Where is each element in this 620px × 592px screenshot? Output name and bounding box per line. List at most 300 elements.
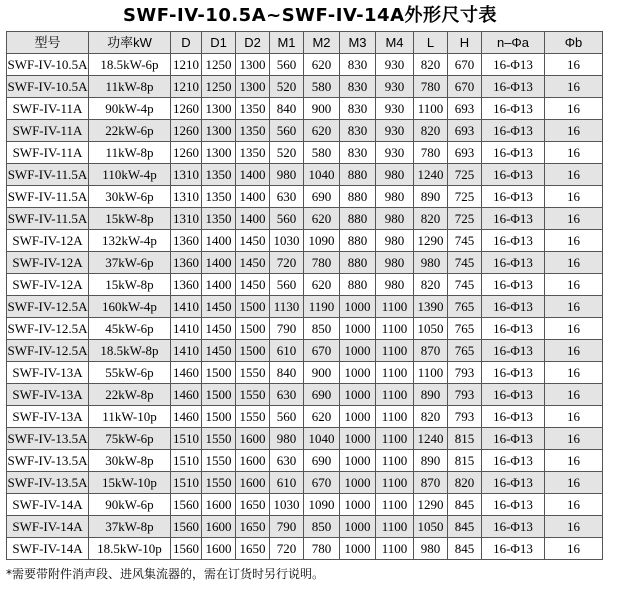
- cell-d2: 1600: [236, 428, 270, 450]
- cell-d2: 1450: [236, 274, 270, 296]
- cell-holes: 16-Φ13: [482, 406, 545, 428]
- cell-l: 890: [414, 450, 448, 472]
- cell-d2: 1300: [236, 76, 270, 98]
- cell-model: SWF-IV-14A: [7, 494, 89, 516]
- cell-d: 1510: [171, 428, 202, 450]
- cell-m1: 560: [270, 274, 304, 296]
- cell-m3: 880: [340, 252, 376, 274]
- cell-l: 980: [414, 538, 448, 560]
- cell-d: 1310: [171, 208, 202, 230]
- cell-l: 1240: [414, 428, 448, 450]
- cell-d: 1260: [171, 98, 202, 120]
- cell-holes: 16-Φ13: [482, 538, 545, 560]
- cell-model: SWF-IV-11A: [7, 142, 89, 164]
- cell-phib: 16: [545, 186, 603, 208]
- cell-power: 160kW-4p: [89, 296, 171, 318]
- cell-phib: 16: [545, 252, 603, 274]
- cell-m4: 930: [376, 120, 414, 142]
- cell-l: 820: [414, 54, 448, 76]
- header-h: H: [448, 32, 482, 54]
- cell-holes: 16-Φ13: [482, 384, 545, 406]
- cell-model: SWF-IV-11.5A: [7, 208, 89, 230]
- cell-d2: 1350: [236, 142, 270, 164]
- table-row: [7, 186, 603, 208]
- cell-m2: 620: [304, 54, 340, 76]
- cell-m4: 930: [376, 142, 414, 164]
- cell-m1: 520: [270, 76, 304, 98]
- cell-l: 1100: [414, 362, 448, 384]
- cell-h: 815: [448, 428, 482, 450]
- cell-phib: 16: [545, 274, 603, 296]
- cell-d2: 1350: [236, 120, 270, 142]
- table-row: [7, 472, 603, 494]
- header-row: [7, 32, 603, 54]
- cell-m4: 980: [376, 186, 414, 208]
- cell-d1: 1250: [202, 76, 236, 98]
- cell-m3: 1000: [340, 538, 376, 560]
- header-model: 型号: [7, 32, 89, 54]
- cell-d1: 1550: [202, 428, 236, 450]
- cell-d2: 1550: [236, 362, 270, 384]
- cell-d: 1260: [171, 120, 202, 142]
- cell-h: 670: [448, 76, 482, 98]
- cell-m4: 1100: [376, 516, 414, 538]
- cell-m1: 610: [270, 472, 304, 494]
- cell-m2: 620: [304, 406, 340, 428]
- cell-phib: 16: [545, 76, 603, 98]
- cell-m1: 1030: [270, 494, 304, 516]
- cell-h: 845: [448, 516, 482, 538]
- cell-power: 30kW-6p: [89, 186, 171, 208]
- cell-d1: 1400: [202, 274, 236, 296]
- cell-m2: 1090: [304, 230, 340, 252]
- cell-m4: 1100: [376, 406, 414, 428]
- cell-phib: 16: [545, 208, 603, 230]
- cell-m3: 830: [340, 54, 376, 76]
- cell-m3: 1000: [340, 340, 376, 362]
- cell-d: 1410: [171, 318, 202, 340]
- cell-power: 11kW-10p: [89, 406, 171, 428]
- cell-phib: 16: [545, 230, 603, 252]
- cell-holes: 16-Φ13: [482, 274, 545, 296]
- cell-m4: 980: [376, 230, 414, 252]
- cell-m1: 720: [270, 538, 304, 560]
- cell-d: 1360: [171, 252, 202, 274]
- cell-model: SWF-IV-12.5A: [7, 296, 89, 318]
- cell-phib: 16: [545, 406, 603, 428]
- cell-phib: 16: [545, 318, 603, 340]
- cell-m2: 850: [304, 318, 340, 340]
- table-row: [7, 142, 603, 164]
- cell-h: 725: [448, 186, 482, 208]
- cell-d2: 1500: [236, 318, 270, 340]
- cell-l: 1100: [414, 98, 448, 120]
- cell-h: 765: [448, 296, 482, 318]
- cell-holes: 16-Φ13: [482, 296, 545, 318]
- dimension-table: [6, 31, 603, 560]
- cell-d: 1210: [171, 76, 202, 98]
- cell-m4: 1100: [376, 450, 414, 472]
- cell-d1: 1500: [202, 406, 236, 428]
- cell-holes: 16-Φ13: [482, 318, 545, 340]
- cell-power: 55kW-6p: [89, 362, 171, 384]
- cell-power: 15kW-10p: [89, 472, 171, 494]
- cell-d1: 1300: [202, 120, 236, 142]
- cell-l: 820: [414, 120, 448, 142]
- cell-d: 1210: [171, 54, 202, 76]
- cell-m2: 1040: [304, 428, 340, 450]
- cell-m2: 690: [304, 186, 340, 208]
- header-phib: Φb: [545, 32, 603, 54]
- cell-l: 820: [414, 274, 448, 296]
- cell-d: 1560: [171, 494, 202, 516]
- cell-power: 22kW-6p: [89, 120, 171, 142]
- cell-holes: 16-Φ13: [482, 98, 545, 120]
- cell-d2: 1550: [236, 406, 270, 428]
- cell-d: 1560: [171, 538, 202, 560]
- header-m3: M3: [340, 32, 376, 54]
- cell-model: SWF-IV-14A: [7, 538, 89, 560]
- cell-phib: 16: [545, 120, 603, 142]
- cell-d2: 1500: [236, 340, 270, 362]
- cell-d2: 1600: [236, 450, 270, 472]
- cell-d: 1460: [171, 406, 202, 428]
- cell-d1: 1550: [202, 450, 236, 472]
- cell-m1: 720: [270, 252, 304, 274]
- cell-d: 1360: [171, 230, 202, 252]
- cell-power: 75kW-6p: [89, 428, 171, 450]
- cell-m4: 1100: [376, 538, 414, 560]
- cell-m2: 670: [304, 340, 340, 362]
- cell-h: 725: [448, 164, 482, 186]
- cell-l: 1290: [414, 494, 448, 516]
- cell-m3: 830: [340, 76, 376, 98]
- cell-power: 11kW-8p: [89, 76, 171, 98]
- table-row: [7, 164, 603, 186]
- cell-power: 37kW-6p: [89, 252, 171, 274]
- header-m1: M1: [270, 32, 304, 54]
- cell-m1: 610: [270, 340, 304, 362]
- cell-h: 765: [448, 318, 482, 340]
- cell-phib: 16: [545, 164, 603, 186]
- cell-power: 132kW-4p: [89, 230, 171, 252]
- cell-l: 1390: [414, 296, 448, 318]
- cell-m2: 580: [304, 142, 340, 164]
- cell-d1: 1500: [202, 384, 236, 406]
- cell-d1: 1450: [202, 318, 236, 340]
- cell-m1: 560: [270, 406, 304, 428]
- cell-power: 11kW-8p: [89, 142, 171, 164]
- table-row: [7, 362, 603, 384]
- cell-d1: 1450: [202, 296, 236, 318]
- cell-model: SWF-IV-13.5A: [7, 450, 89, 472]
- cell-m4: 1100: [376, 340, 414, 362]
- cell-power: 15kW-8p: [89, 208, 171, 230]
- cell-m4: 1100: [376, 296, 414, 318]
- cell-d: 1410: [171, 340, 202, 362]
- cell-model: SWF-IV-12.5A: [7, 340, 89, 362]
- table-row: [7, 450, 603, 472]
- cell-m4: 980: [376, 274, 414, 296]
- cell-m1: 630: [270, 186, 304, 208]
- cell-d1: 1600: [202, 516, 236, 538]
- cell-m3: 1000: [340, 516, 376, 538]
- cell-d2: 1400: [236, 208, 270, 230]
- cell-h: 820: [448, 472, 482, 494]
- cell-m3: 1000: [340, 384, 376, 406]
- cell-m2: 1090: [304, 494, 340, 516]
- cell-model: SWF-IV-13.5A: [7, 472, 89, 494]
- cell-m4: 980: [376, 164, 414, 186]
- cell-power: 37kW-8p: [89, 516, 171, 538]
- cell-model: SWF-IV-12A: [7, 252, 89, 274]
- cell-d2: 1450: [236, 252, 270, 274]
- cell-holes: 16-Φ13: [482, 54, 545, 76]
- cell-d2: 1300: [236, 54, 270, 76]
- cell-m4: 930: [376, 76, 414, 98]
- table-title: SWF-IV-10.5A~SWF-IV-14A外形尺寸表: [122, 5, 498, 26]
- cell-h: 725: [448, 208, 482, 230]
- cell-m2: 780: [304, 252, 340, 274]
- cell-m2: 1040: [304, 164, 340, 186]
- cell-model: SWF-IV-14A: [7, 516, 89, 538]
- cell-power: 18.5kW-10p: [89, 538, 171, 560]
- cell-m3: 880: [340, 208, 376, 230]
- cell-h: 793: [448, 406, 482, 428]
- cell-m1: 560: [270, 208, 304, 230]
- cell-holes: 16-Φ13: [482, 76, 545, 98]
- header-d: D: [171, 32, 202, 54]
- cell-power: 110kW-4p: [89, 164, 171, 186]
- cell-m1: 630: [270, 384, 304, 406]
- cell-m4: 1100: [376, 472, 414, 494]
- cell-m4: 930: [376, 98, 414, 120]
- table-row: [7, 76, 603, 98]
- cell-d1: 1450: [202, 340, 236, 362]
- cell-h: 793: [448, 384, 482, 406]
- cell-h: 845: [448, 538, 482, 560]
- cell-phib: 16: [545, 472, 603, 494]
- cell-model: SWF-IV-11A: [7, 98, 89, 120]
- table-row: [7, 230, 603, 252]
- cell-h: 745: [448, 230, 482, 252]
- cell-m3: 830: [340, 142, 376, 164]
- cell-m1: 630: [270, 450, 304, 472]
- cell-h: 693: [448, 98, 482, 120]
- table-row: [7, 406, 603, 428]
- cell-holes: 16-Φ13: [482, 472, 545, 494]
- cell-m3: 1000: [340, 362, 376, 384]
- cell-model: SWF-IV-13A: [7, 384, 89, 406]
- cell-h: 845: [448, 494, 482, 516]
- cell-m4: 930: [376, 54, 414, 76]
- cell-l: 1050: [414, 318, 448, 340]
- cell-m2: 690: [304, 450, 340, 472]
- cell-d: 1360: [171, 274, 202, 296]
- cell-phib: 16: [545, 340, 603, 362]
- cell-m4: 980: [376, 252, 414, 274]
- table-row: [7, 120, 603, 142]
- cell-d1: 1350: [202, 208, 236, 230]
- cell-l: 980: [414, 252, 448, 274]
- cell-h: 670: [448, 54, 482, 76]
- cell-m1: 1130: [270, 296, 304, 318]
- table-row: [7, 428, 603, 450]
- cell-d1: 1500: [202, 362, 236, 384]
- header-d2: D2: [236, 32, 270, 54]
- table-row: [7, 318, 603, 340]
- cell-d2: 1600: [236, 472, 270, 494]
- cell-phib: 16: [545, 384, 603, 406]
- cell-d2: 1400: [236, 186, 270, 208]
- cell-model: SWF-IV-13A: [7, 362, 89, 384]
- cell-h: 815: [448, 450, 482, 472]
- cell-d2: 1650: [236, 494, 270, 516]
- table-row: [7, 296, 603, 318]
- cell-m2: 620: [304, 274, 340, 296]
- cell-m4: 1100: [376, 318, 414, 340]
- cell-phib: 16: [545, 428, 603, 450]
- cell-m2: 580: [304, 76, 340, 98]
- cell-holes: 16-Φ13: [482, 120, 545, 142]
- cell-d: 1260: [171, 142, 202, 164]
- cell-holes: 16-Φ13: [482, 362, 545, 384]
- cell-d2: 1350: [236, 98, 270, 120]
- cell-d1: 1250: [202, 54, 236, 76]
- cell-d2: 1450: [236, 230, 270, 252]
- cell-model: SWF-IV-11.5A: [7, 186, 89, 208]
- cell-d1: 1400: [202, 230, 236, 252]
- cell-phib: 16: [545, 142, 603, 164]
- cell-d2: 1550: [236, 384, 270, 406]
- cell-d1: 1550: [202, 472, 236, 494]
- cell-model: SWF-IV-12.5A: [7, 318, 89, 340]
- cell-phib: 16: [545, 362, 603, 384]
- cell-model: SWF-IV-10.5A: [7, 76, 89, 98]
- cell-m1: 560: [270, 120, 304, 142]
- header-d1: D1: [202, 32, 236, 54]
- cell-m1: 980: [270, 428, 304, 450]
- header-m2: M2: [304, 32, 340, 54]
- table-row: [7, 208, 603, 230]
- cell-d1: 1400: [202, 252, 236, 274]
- cell-m2: 780: [304, 538, 340, 560]
- cell-m4: 1100: [376, 428, 414, 450]
- cell-d2: 1650: [236, 516, 270, 538]
- table-row: [7, 538, 603, 560]
- cell-m4: 1100: [376, 494, 414, 516]
- table-row: [7, 274, 603, 296]
- table-row: [7, 340, 603, 362]
- cell-m1: 560: [270, 54, 304, 76]
- cell-m3: 1000: [340, 406, 376, 428]
- cell-holes: 16-Φ13: [482, 186, 545, 208]
- cell-power: 18.5kW-6p: [89, 54, 171, 76]
- cell-h: 745: [448, 252, 482, 274]
- cell-d2: 1400: [236, 164, 270, 186]
- cell-m1: 840: [270, 98, 304, 120]
- cell-holes: 16-Φ13: [482, 208, 545, 230]
- cell-phib: 16: [545, 538, 603, 560]
- cell-phib: 16: [545, 494, 603, 516]
- cell-m3: 880: [340, 230, 376, 252]
- cell-h: 745: [448, 274, 482, 296]
- cell-model: SWF-IV-10.5A: [7, 54, 89, 76]
- cell-m3: 1000: [340, 472, 376, 494]
- cell-l: 1290: [414, 230, 448, 252]
- cell-l: 820: [414, 208, 448, 230]
- cell-phib: 16: [545, 516, 603, 538]
- cell-d1: 1350: [202, 164, 236, 186]
- cell-m1: 1030: [270, 230, 304, 252]
- header-power: 功率kW: [89, 32, 171, 54]
- cell-power: 15kW-8p: [89, 274, 171, 296]
- cell-m4: 1100: [376, 362, 414, 384]
- cell-power: 18.5kW-8p: [89, 340, 171, 362]
- table-row: [7, 516, 603, 538]
- cell-l: 780: [414, 76, 448, 98]
- cell-holes: 16-Φ13: [482, 142, 545, 164]
- cell-m3: 880: [340, 164, 376, 186]
- cell-model: SWF-IV-12A: [7, 230, 89, 252]
- cell-m3: 830: [340, 120, 376, 142]
- table-row: [7, 384, 603, 406]
- cell-holes: 16-Φ13: [482, 450, 545, 472]
- table-row: [7, 494, 603, 516]
- cell-l: 780: [414, 142, 448, 164]
- cell-m2: 620: [304, 120, 340, 142]
- cell-h: 693: [448, 120, 482, 142]
- cell-m3: 880: [340, 274, 376, 296]
- table-row: [7, 54, 603, 76]
- cell-m3: 830: [340, 98, 376, 120]
- cell-phib: 16: [545, 54, 603, 76]
- cell-l: 1050: [414, 516, 448, 538]
- cell-holes: 16-Φ13: [482, 230, 545, 252]
- cell-d1: 1300: [202, 142, 236, 164]
- cell-holes: 16-Φ13: [482, 340, 545, 362]
- table-row: [7, 252, 603, 274]
- cell-m1: 790: [270, 516, 304, 538]
- cell-model: SWF-IV-11.5A: [7, 164, 89, 186]
- cell-d2: 1500: [236, 296, 270, 318]
- header-m4: M4: [376, 32, 414, 54]
- cell-d: 1310: [171, 164, 202, 186]
- cell-l: 1240: [414, 164, 448, 186]
- cell-m3: 1000: [340, 318, 376, 340]
- cell-h: 693: [448, 142, 482, 164]
- cell-model: SWF-IV-12A: [7, 274, 89, 296]
- cell-m3: 1000: [340, 296, 376, 318]
- cell-m3: 1000: [340, 428, 376, 450]
- cell-m2: 1190: [304, 296, 340, 318]
- cell-m4: 980: [376, 208, 414, 230]
- cell-phib: 16: [545, 296, 603, 318]
- cell-d: 1310: [171, 186, 202, 208]
- cell-d2: 1650: [236, 538, 270, 560]
- table-body: [7, 54, 603, 560]
- cell-holes: 16-Φ13: [482, 252, 545, 274]
- cell-holes: 16-Φ13: [482, 164, 545, 186]
- cell-h: 765: [448, 340, 482, 362]
- cell-model: SWF-IV-13.5A: [7, 428, 89, 450]
- cell-d: 1510: [171, 472, 202, 494]
- cell-m2: 670: [304, 472, 340, 494]
- cell-l: 870: [414, 340, 448, 362]
- cell-holes: 16-Φ13: [482, 516, 545, 538]
- cell-l: 890: [414, 384, 448, 406]
- cell-model: SWF-IV-13A: [7, 406, 89, 428]
